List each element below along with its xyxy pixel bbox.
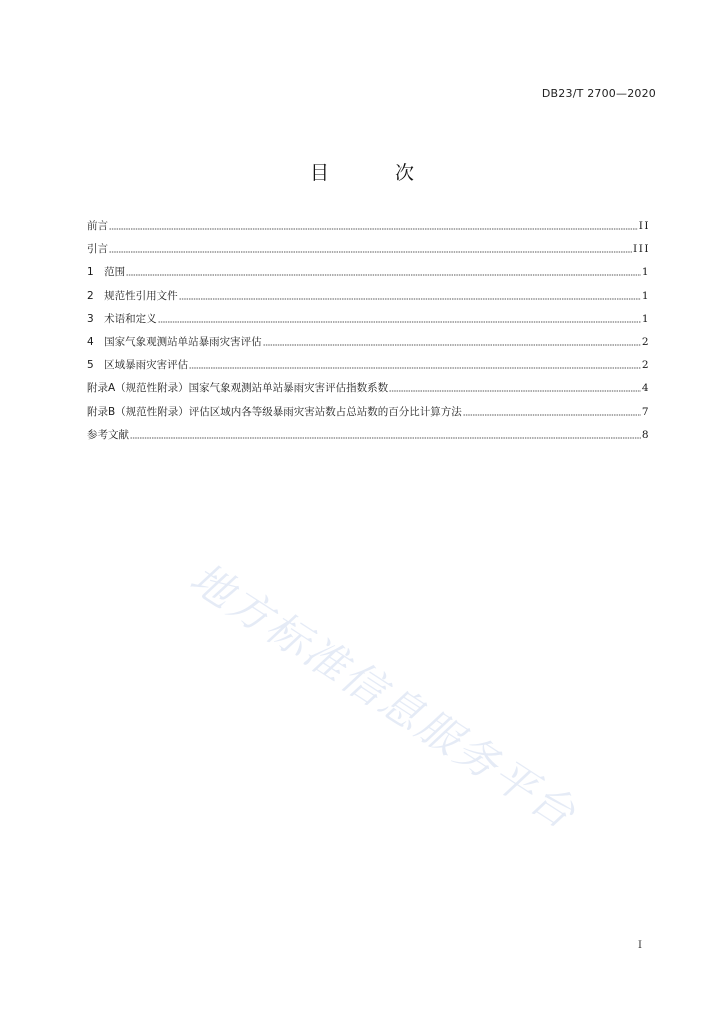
toc-entry-introduction[interactable] — [87, 241, 650, 264]
toc-dot-leader — [179, 292, 641, 300]
toc-entry-label: 5 区域暴雨灾害评估 — [87, 359, 189, 372]
toc-entry-appendix-a[interactable] — [87, 380, 650, 403]
toc-entry-normative-references[interactable] — [87, 288, 650, 311]
toc-entry-bibliography[interactable] — [87, 427, 650, 450]
toc-entry-page: 2 — [641, 335, 650, 348]
toc-entry-label: 前言 — [87, 220, 108, 232]
toc-dot-leader — [389, 384, 641, 392]
toc-dot-leader — [130, 431, 641, 439]
toc-entry-page: 1 — [641, 289, 650, 302]
page-number: I — [638, 940, 642, 951]
toc-entry-foreword[interactable] — [87, 218, 650, 241]
document-code: DB23/T 2700—2020 — [541, 87, 656, 100]
toc-entry-page: 8 — [641, 428, 650, 441]
toc-entry-label: 附录A（规范性附录）国家气象观测站单站暴雨灾害评估指数系数 — [87, 382, 389, 395]
toc-dot-leader — [158, 315, 641, 323]
toc-dot-leader — [109, 222, 638, 230]
toc-entry-label: 引言 — [87, 243, 108, 256]
toc-entry-single-station-assessment[interactable] — [87, 334, 650, 357]
toc-dot-leader — [463, 408, 641, 416]
toc-entry-page: 7 — [641, 405, 650, 418]
toc-entry-page: 4 — [641, 382, 650, 395]
page-title: 目 次 — [309, 162, 445, 184]
toc-entry-page: III — [633, 243, 650, 256]
toc-dot-leader — [263, 338, 641, 346]
watermark: 地方标准信息服务平台 — [181, 553, 586, 840]
toc-entry-scope[interactable] — [87, 264, 650, 287]
toc-entry-label: 附录B（规范性附录）评估区域内各等级暴雨灾害站数占总站数的百分比计算方法 — [87, 405, 462, 418]
toc-entry-appendix-b[interactable] — [87, 404, 650, 427]
toc-entry-label: 2 规范性引用文件 — [87, 289, 178, 302]
toc-entry-regional-assessment[interactable] — [87, 357, 650, 380]
toc-dot-leader — [189, 361, 641, 369]
toc-entry-terms-definitions[interactable] — [87, 311, 650, 334]
toc-entry-page: 2 — [641, 359, 650, 372]
toc-entry-label: 参考文献 — [87, 428, 129, 441]
toc-entry-page: 1 — [641, 312, 650, 325]
toc-dot-leader — [109, 245, 632, 253]
toc-dot-leader — [126, 268, 641, 276]
toc-entry-label: 3 术语和定义 — [87, 312, 157, 325]
table-of-contents — [87, 218, 650, 450]
toc-entry-page: 1 — [641, 266, 650, 279]
toc-entry-label: 4 国家气象观测站单站暴雨灾害评估 — [87, 335, 262, 348]
toc-entry-page: II — [638, 220, 650, 232]
toc-entry-label: 1 范围 — [87, 266, 126, 279]
